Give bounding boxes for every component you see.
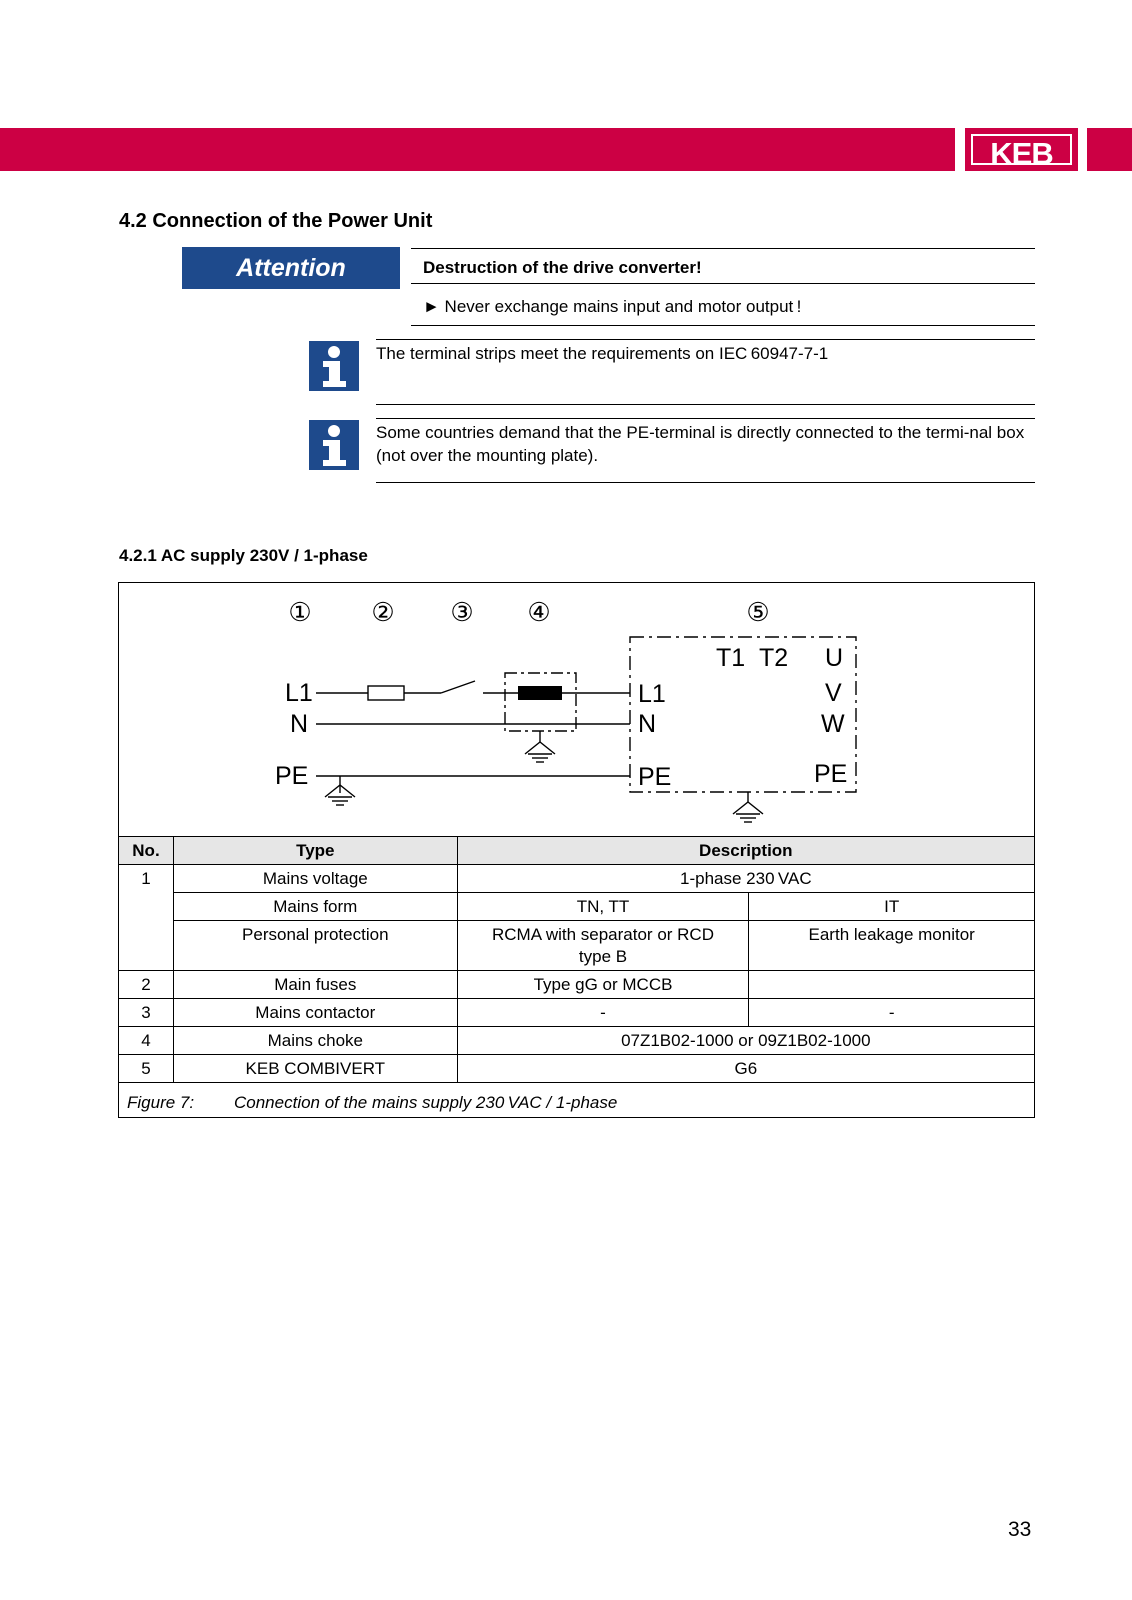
attention-label: Attention [182, 247, 400, 289]
converter-l1: L1 [638, 680, 666, 708]
converter-v: V [825, 679, 842, 707]
page-number: 33 [1008, 1518, 1032, 1541]
note-rule-bottom [376, 482, 1035, 483]
wiring-diagram [118, 582, 1035, 836]
cell-desc-b: IT [749, 893, 1035, 921]
cell-no: 3 [119, 999, 174, 1027]
attention-rule-mid [411, 283, 1035, 284]
figure-label: Figure 7: [127, 1093, 195, 1112]
cell-no: 4 [119, 1027, 174, 1055]
section-title: 4.2 Connection of the Power Unit [119, 210, 433, 232]
table-row [119, 921, 1035, 971]
cell-type: Mains choke [173, 1027, 457, 1055]
table-row [119, 971, 1035, 999]
converter-pe: PE [638, 763, 672, 791]
spec-table [118, 836, 1035, 1083]
label-pe: PE [275, 762, 309, 790]
header-band [0, 128, 955, 171]
col-header-no: No. [119, 837, 174, 865]
marker-1: ① [288, 597, 312, 627]
info-icon [309, 341, 359, 391]
choke-enclosure [505, 673, 576, 731]
cell-type: Mains voltage [173, 865, 457, 893]
converter-n: N [638, 710, 657, 738]
marker-5: ⑤ [746, 597, 770, 627]
header-band-right [1087, 128, 1132, 171]
converter-u: U [825, 644, 844, 672]
info-icon [309, 420, 359, 470]
col-header-description: Description [457, 837, 1034, 865]
cell-type: Mains form [173, 893, 457, 921]
note-rule-top [376, 418, 1035, 419]
col-header-type: Type [173, 837, 457, 865]
cell-type: Personal protection [173, 921, 457, 971]
cell-no: 1 [119, 865, 174, 971]
choke-symbol [518, 686, 562, 700]
attention-rule-bottom [411, 325, 1035, 326]
contactor-symbol [441, 681, 475, 693]
keb-logo: KEB [965, 128, 1078, 171]
attention-title: Destruction of the drive converter! [423, 258, 702, 277]
cell-desc: G6 [457, 1055, 1034, 1083]
label-n: N [290, 710, 309, 738]
cell-desc-a: - [457, 999, 749, 1027]
table-header-row [119, 837, 1035, 865]
table-row [119, 1055, 1035, 1083]
subsection-title: 4.2.1 AC supply 230V / 1-phase [119, 546, 368, 565]
table-row [119, 1027, 1035, 1055]
ground-icon [525, 742, 555, 762]
table-row [119, 999, 1035, 1027]
attention-rule-top [411, 248, 1035, 249]
note-text: The terminal strips meet the requirements on IEC 60947-7-1 [376, 344, 829, 363]
cell-no: 5 [119, 1055, 174, 1083]
converter-pe-out: PE [814, 760, 848, 788]
table-row [119, 865, 1035, 893]
cell-desc: 1-phase 230 VAC [457, 865, 1034, 893]
note-rule-bottom [376, 404, 1035, 405]
attention-text: ► Never exchange mains input and motor output ! [423, 297, 802, 316]
marker-2: ② [371, 597, 395, 627]
converter-t2: T2 [759, 644, 789, 672]
cell-desc-a: TN, TT [457, 893, 749, 921]
cell-no: 2 [119, 971, 174, 999]
cell-desc-b [749, 971, 1035, 999]
marker-4: ④ [527, 597, 551, 627]
converter-t1: T1 [716, 644, 746, 672]
component-markers [288, 597, 769, 627]
cell-desc-b: Earth leakage monitor [749, 921, 1035, 971]
cell-desc-a: Type gG or MCCB [457, 971, 749, 999]
table-row [119, 893, 1035, 921]
note-text: Some countries demand that the PE-terminal is directly connected to the termi-nal box (not over the mounting plate). [376, 423, 1025, 465]
note-rule-top [376, 339, 1035, 340]
cell-desc-a: RCMA with separator or RCD type B [457, 921, 749, 971]
cell-type: KEB COMBIVERT [173, 1055, 457, 1083]
cell-desc: 07Z1B02-1000 or 09Z1B02-1000 [457, 1027, 1034, 1055]
converter-w: W [821, 710, 845, 738]
ground-icon [325, 776, 355, 805]
ground-icon [733, 792, 763, 822]
marker-3: ③ [450, 597, 474, 627]
figure-caption: Connection of the mains supply 230 VAC / 1-phase [234, 1093, 618, 1112]
fuse-symbol [368, 686, 404, 700]
cell-type: Main fuses [173, 971, 457, 999]
label-l1: L1 [285, 679, 313, 707]
cell-type: Mains contactor [173, 999, 457, 1027]
cell-desc-b: - [749, 999, 1035, 1027]
